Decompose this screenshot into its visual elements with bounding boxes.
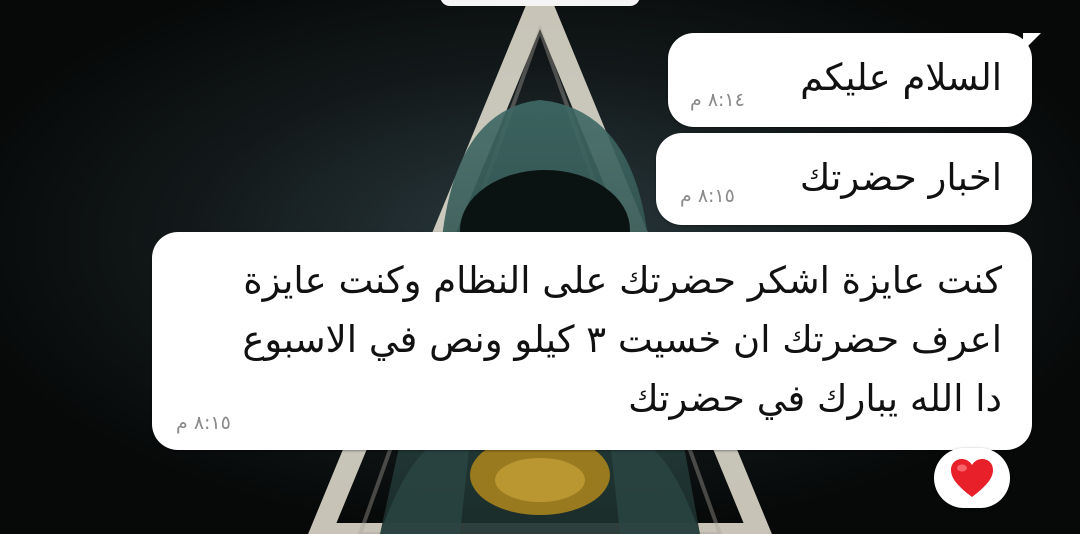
message-reaction[interactable] [934, 448, 1010, 508]
message-line: اعرف حضرتك ان خسيت ٣ كيلو ونص في الاسبوع [242, 318, 1002, 361]
message-timestamp: ٨:١٤ م [690, 89, 745, 111]
message-text: اخبار حضرتك [799, 156, 1002, 199]
message-text [242, 251, 1002, 428]
message-bubble[interactable] [152, 232, 1032, 450]
message-text: السلام عليكم [800, 56, 1002, 99]
message-timestamp: ٨:١٥ م [176, 412, 231, 434]
message-timestamp: ٨:١٥ م [680, 185, 735, 207]
bubble-tail [1023, 33, 1041, 51]
previous-message-edge [440, 0, 640, 6]
message-bubble[interactable] [668, 33, 1032, 127]
message-bubble[interactable] [656, 133, 1032, 225]
message-line: دا الله يبارك في حضرتك [628, 377, 1002, 420]
message-line: كنت عايزة اشكر حضرتك على النظام وكنت عايزة [243, 259, 1002, 302]
red-heart-icon [949, 457, 995, 499]
